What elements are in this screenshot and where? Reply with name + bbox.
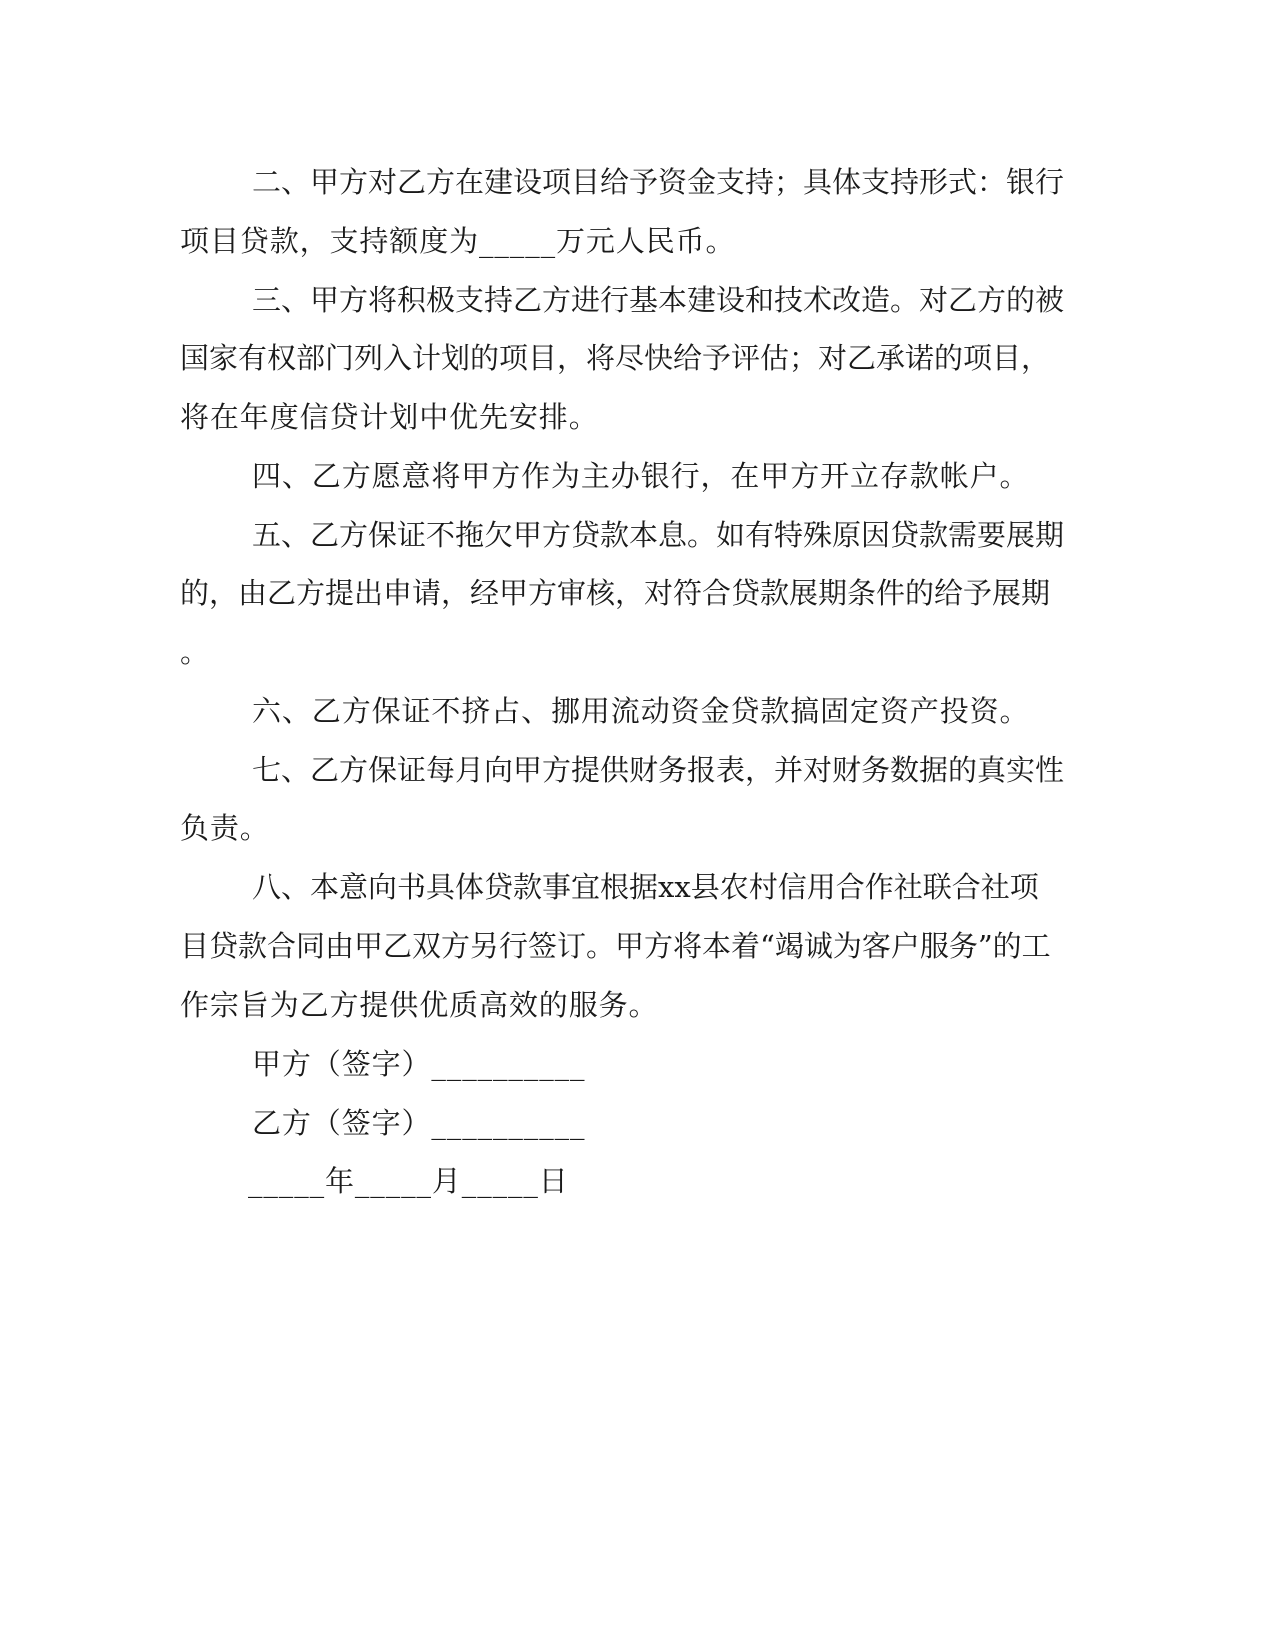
clause-3-line-2: 国家有权部门列入计划的项目，将尽快给予评估；对乙承诺的项目， <box>180 341 1051 375</box>
clause-4-line-1: 四、乙方愿意将甲方作为主办银行，在甲方开立存款帐户。 <box>252 459 1030 493</box>
clause-8-line-1: 八、本意向书具体贷款事宜根据xx县农村信用合作社联合社项 <box>252 870 1039 904</box>
party-b-signature: 乙方（签字）__________ <box>252 1106 586 1140</box>
clause-6-line-1: 六、乙方保证不挤占、挪用流动资金贷款搞固定资产投资。 <box>252 694 1030 728</box>
clause-8-line-2: 目贷款合同由甲乙双方另行签订。甲方将本着“竭诚为客户服务”的工 <box>180 929 1051 963</box>
clause-2-line-1: 二、甲方对乙方在建设项目给予资金支持；具体支持形式：银行 <box>252 165 1065 199</box>
party-a-signature: 甲方（签字）__________ <box>252 1047 586 1081</box>
signature-date: _____年_____月_____日 <box>248 1164 569 1198</box>
clause-3-line-3: 将在年度信贷计划中优先安排。 <box>180 400 599 434</box>
clause-7-line-2: 负责。 <box>180 811 270 845</box>
clause-7-line-1: 七、乙方保证每月向甲方提供财务报表，并对财务数据的真实性 <box>252 753 1065 787</box>
clause-8-line-3: 作宗旨为乙方提供优质高效的服务。 <box>180 988 659 1022</box>
clause-2-line-2: 项目贷款，支持额度为_____万元人民币。 <box>180 224 736 258</box>
clause-5-line-2: 的，由乙方提出申请，经甲方审核，对符合贷款展期条件的给予展期 <box>180 576 1051 610</box>
clause-5-line-1: 五、乙方保证不拖欠甲方贷款本息。如有特殊原因贷款需要展期 <box>252 518 1065 552</box>
clause-3-line-1: 三、甲方将积极支持乙方进行基本建设和技术改造。对乙方的被 <box>252 283 1065 317</box>
clause-5-line-3: 。 <box>180 635 210 669</box>
